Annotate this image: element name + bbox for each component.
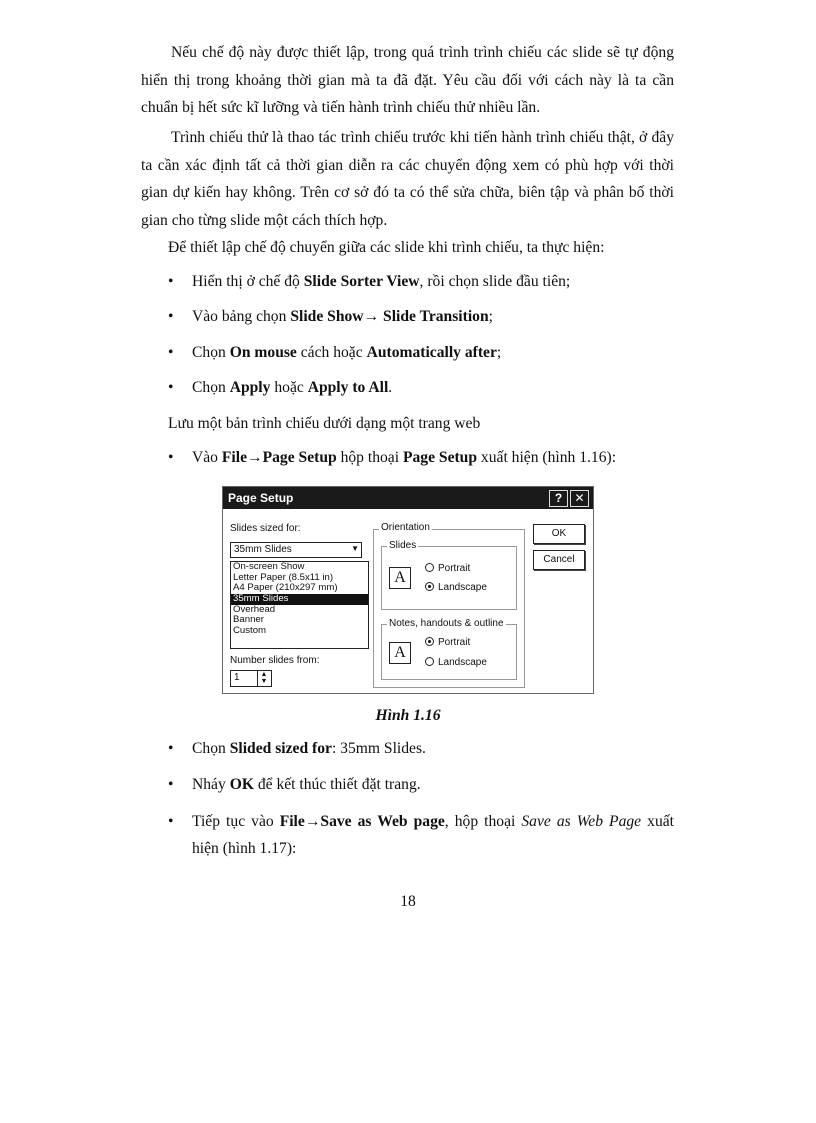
bullet-icon: •	[168, 273, 174, 290]
spin-down-icon[interactable]: ▼	[260, 678, 268, 685]
notes-group-label: Notes, handouts & outline	[389, 618, 504, 629]
bullet-icon: •	[168, 776, 174, 793]
list-option[interactable]: On-screen Show	[233, 561, 305, 572]
bullet-icon: •	[168, 813, 174, 830]
list-item: • Vào File→Page Setup hộp thoại Page Setup xuất hiện (hình 1.16):	[168, 444, 688, 471]
bullet-icon: •	[168, 449, 174, 466]
slides-sized-select[interactable]	[230, 542, 362, 558]
list-item: • Chọn Slided sized for: 35mm Slides.	[168, 735, 688, 762]
dialog-title: Page Setup	[228, 491, 294, 505]
page-number: 18	[400, 893, 416, 910]
paragraph-setup-intro: Để thiết lập chế độ chuyển giữa các slide khi trình chiếu, ta thực hiện:	[168, 239, 605, 256]
stepper-value: 1	[234, 672, 240, 683]
slides-landscape-radio[interactable]: Landscape	[425, 582, 487, 593]
bullet-icon: •	[168, 740, 174, 757]
list-item: • Chọn Apply hoặc Apply to All.	[168, 374, 688, 401]
notes-portrait-radio[interactable]: Portrait	[425, 637, 470, 648]
list-item: • Vào bảng chọn Slide Show→ Slide Transition;	[168, 303, 688, 330]
list-option[interactable]: Custom	[233, 625, 267, 637]
list-item: • Hiển thị ở chế độ Slide Sorter View, rồi chọn slide đầu tiên;	[168, 268, 688, 295]
bullet-icon: •	[168, 379, 174, 396]
slides-portrait-radio[interactable]: Portrait	[425, 563, 470, 574]
help-icon[interactable]: ?	[549, 490, 568, 507]
list-option[interactable]: Letter Paper (8.5x11 in)	[233, 571, 334, 583]
number-from-stepper[interactable]	[230, 670, 272, 687]
orientation-label: Orientation	[381, 522, 430, 533]
notes-orientation-icon: A	[389, 642, 411, 664]
dialog-title-bar	[223, 487, 593, 509]
chevron-down-icon[interactable]: ▼	[351, 544, 359, 553]
select-value: 35mm Slides	[234, 544, 292, 555]
paragraph-save-web: Lưu một bản trình chiếu dưới dạng một trang web	[168, 415, 481, 432]
list-option-selected[interactable]: 35mm Slides	[231, 594, 368, 605]
list-item: • Nháy OK để kết thúc thiết đặt trang.	[168, 771, 688, 798]
list-option[interactable]: A4 Paper (210x297 mm)	[233, 582, 338, 594]
bullet-icon: •	[168, 344, 174, 361]
ok-button[interactable]: OK	[533, 524, 585, 544]
list-option[interactable]: Banner	[233, 614, 264, 626]
spin-up-icon[interactable]: ▲	[260, 671, 268, 678]
bullet-icon: •	[168, 308, 174, 325]
slide-orientation-icon: A	[389, 567, 411, 589]
slides-sized-label: Slides sized for:	[230, 523, 301, 534]
paragraph-auto-timing: Nếu chế độ này được thiết lập, trong quá trình trình chiếu các slide sẽ tự động hiển thị trong khoảng thời gian mà ta đã đặt. Yêu cầu đối với cách này là ta cần chuẩn bị hết sức kĩ lưỡng và tiến hành trình chiếu thử nhiều lần.	[141, 44, 674, 116]
cancel-button[interactable]: Cancel	[533, 550, 585, 570]
close-icon[interactable]: ✕	[570, 490, 589, 507]
notes-landscape-radio[interactable]: Landscape	[425, 657, 487, 668]
list-option[interactable]: Overhead	[233, 603, 276, 615]
list-item: • Chọn On mouse cách hoặc Automatically after;	[168, 339, 688, 366]
paragraph-rehearsal: Trình chiếu thử là thao tác trình chiếu trước khi tiến hành trình chiếu thật, ở đây ta cần xác định tất cả thời gian diễn ra các chuyển động xem có phù hợp với thời gian dự kiến hay không. Trên cơ sở đó ta có thể sửa chữa, biên tập và phân bố thời gian cho từng slide một cách thích hợp.	[141, 129, 674, 229]
stepper-arrows[interactable]	[257, 671, 270, 686]
slides-group-label: Slides	[389, 540, 417, 551]
list-item: • Tiếp tục vào File→Save as Web page, hộp thoại Save as Web Page xuất hiện (hình 1.17):	[168, 808, 674, 862]
page-setup-dialog	[222, 486, 594, 694]
slides-size-list[interactable]	[230, 561, 369, 649]
figure-caption: Hình 1.16	[375, 707, 441, 724]
number-from-label: Number slides from:	[230, 655, 320, 666]
